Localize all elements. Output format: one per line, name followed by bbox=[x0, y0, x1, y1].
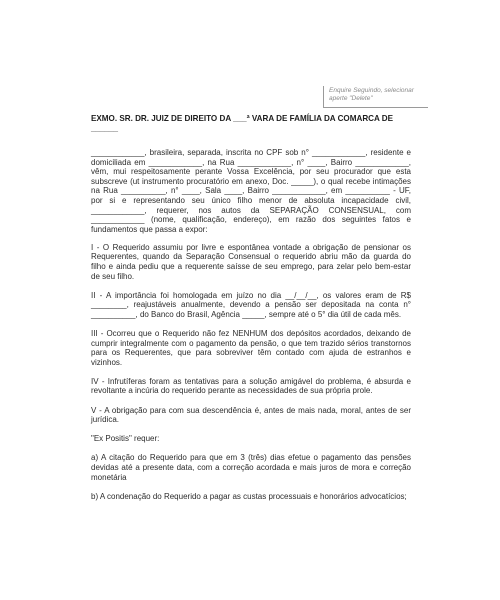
paragraph-fact-5: V - A obrigação para com sua descendência é, antes de mais nada, moral, antes de ser jurídica. bbox=[91, 405, 411, 425]
corner-note-line-2: aperte "Delete" bbox=[329, 95, 373, 102]
document-body bbox=[91, 114, 411, 511]
paragraph-fact-2: II - A importância foi homologada em juízo no dia __/__/__, os valores eram de R$ ________, reajustáveis anualmente, devendo a pensão ser depositada na conta n° __________, do Banco do Brasil, Agência _____, sempre até o 5° dia útil de cada mês. bbox=[91, 290, 411, 319]
paragraph-qualification: ____________, brasileira, separada, inscrita no CPF sob n° ____________, residente e domiciliada em ____________, na Rua ____________, n° ____, Bairro ____________, vêm, mui respeitosamente perante Vossa Excelência, por seu procurador que esta subscreve (ut instrumento procuratório em anexo, Doc. _____), o qual recebe intimações na Rua __________, n° ____, Sala ____, Bairro ____________, em __________ - UF, por si e representando seu único filho menor de absoluta incapacidade civil, ____________, requerer, nos autos da SEPARAÇÃO CONSENSUAL, com ____________ (nome, qualificação, endereço), em razão dos seguintes fatos e fundamentos que passa a expor: bbox=[91, 148, 411, 234]
corner-note-line-1: Enquire Seguindo, selecionar bbox=[329, 87, 414, 94]
paragraph-fact-1: I - O Requerido assumiu por livre e espontânea vontade a obrigação de pensionar os Requerentes, quando da Separação Consensual o requerido abriu mão da guarda do filho e ainda pediu que a requerente saísse de seu emprego, para zelar pelo bem-estar de seu filho. bbox=[91, 242, 411, 281]
paragraph-request-a: a) A citação do Requerido para que em 3 (três) dias efetue o pagamento das pensões devidas até a presente data, com a correção acordada e mais juros de mora e correção monetária bbox=[91, 453, 411, 482]
paragraph-request-b: b) A condenação do Requerido a pagar as custas processuais e honorários advocatícios; bbox=[91, 491, 407, 501]
paragraph-fact-3: III - Ocorreu que o Requerido não fez NENHUM dos depósitos acordados, deixando de cumprir integralmente com o pagamento da pensão, o que tem trazido sérios transtornos para os Requerentes, que para sobreviver têm contado com ajuda de estranhos e vizinhos. bbox=[91, 329, 411, 367]
paragraph-fact-4: IV - Infrutíferas foram as tentativas para a solução amigável do problema, é absurda e revoltante a incúria do requerido perante as necessidades de sua própria prole. bbox=[91, 376, 411, 396]
corner-instruction-note bbox=[323, 86, 428, 108]
paragraph-requests-heading: "Ex Positis" requer: bbox=[91, 434, 160, 444]
document-title: EXMO. SR. DR. JUIZ DE DIREITO DA ___ª VARA DE FAMÍLIA DA COMARCA DE ______ bbox=[91, 114, 394, 133]
